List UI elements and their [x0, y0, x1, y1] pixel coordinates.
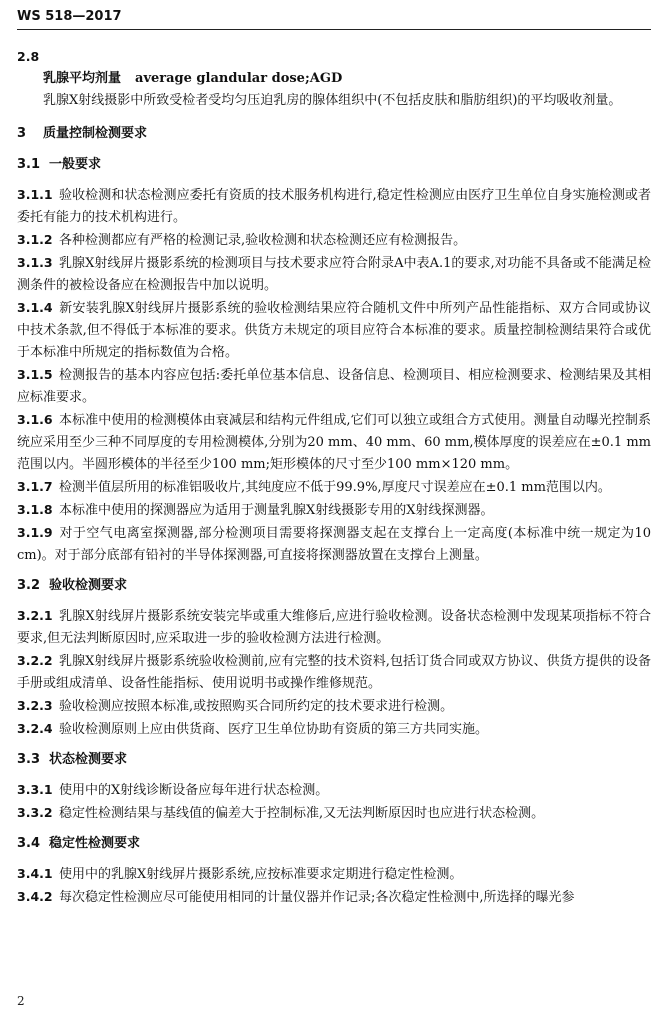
clause-text: 每次稳定性检测应尽可能使用相同的计量仪器并作记录;各次稳定性检测中,所选择的曝光参: [59, 890, 575, 905]
clause-text: 乳腺X射线屏片摄影系统安装完毕或重大维修后,应进行验收检测。设备状态检测中发现某项指标不符合要求,但无法判断原因时,应采取进一步的验收检测方法进行检测。: [17, 609, 651, 646]
clause: [17, 695, 651, 718]
clause-number: 3.3.2: [17, 805, 53, 820]
clause: [17, 499, 651, 522]
term-chinese: 乳腺平均剂量: [43, 71, 122, 86]
clause-text: 本标准中使用的检测模体由衰减层和结构元件组成,它们可以独立或组合方式使用。测量自动曝光控制系统应采用至少三种不同厚度的专用检测模体,分别为20 mm、40 mm、60 mm,模体厚度的误差应在±0.1 mm范围以内。半圆形模体的半径至少100 mm;矩形模体的尺寸至少100 mm×120 mm。: [17, 413, 651, 472]
clause: [17, 364, 651, 409]
clause: [17, 802, 651, 825]
clause: [17, 184, 651, 229]
clause-number: 3.1.8: [17, 502, 53, 517]
standard-code: WS 518—2017: [17, 9, 122, 24]
clause-text: 乳腺X射线屏片摄影系统的检测项目与技术要求应符合附录A中表A.1的要求,对功能不具备或不能满足检测条件的被检设备应在检测报告中加以说明。: [17, 256, 651, 293]
clause-number: 3.4.1: [17, 866, 53, 881]
subsection-title: 状态检测要求: [49, 752, 128, 767]
clause-number: 3.1.4: [17, 300, 53, 315]
subsection-title: 稳定性检测要求: [49, 836, 141, 851]
clause: [17, 476, 651, 499]
section-title: 质量控制检测要求: [43, 126, 148, 141]
clause-text: 使用中的乳腺X射线屏片摄影系统,应按标准要求定期进行稳定性检测。: [59, 867, 463, 882]
clause-text: 验收检测应按照本标准,或按照购买合同所约定的技术要求进行检测。: [59, 699, 454, 714]
clause-number: 3.4.2: [17, 889, 53, 904]
clause-text: 使用中的X射线诊断设备应每年进行状态检测。: [59, 783, 329, 798]
subsection-heading-3-4: [17, 833, 651, 855]
clause: [17, 297, 651, 364]
clause-text: 各种检测都应有严格的检测记录,验收检测和状态检测还应有检测报告。: [59, 233, 467, 248]
clause-list-3-4: [17, 863, 651, 909]
subsection-heading-3-3: [17, 749, 651, 771]
subsection-title: 一般要求: [49, 157, 102, 172]
clause: [17, 886, 651, 909]
clause-list-3-3: [17, 779, 651, 825]
clause: [17, 779, 651, 802]
page-number: 2: [17, 994, 25, 1008]
clause: [17, 229, 651, 252]
clause-text: 验收检测和状态检测应委托有资质的技术服务机构进行,稳定性检测应由医疗卫生单位自身实施检测或者委托有能力的技术机构进行。: [17, 188, 651, 225]
subsection-number: 3.1: [17, 157, 41, 172]
subsection-heading-3-2: [17, 575, 651, 597]
clause-text: 对于空气电离室探测器,部分检测项目需要将探测器支起在支撑台上一定高度(本标准中统一规定为10 cm)。对于部分底部有铅衬的半导体探测器,可直接将探测器放置在支撑台上测量。: [17, 526, 651, 563]
clause-number: 3.1.2: [17, 232, 53, 247]
clause: [17, 605, 651, 650]
subsection-number: 3.2: [17, 578, 41, 593]
clause: [17, 522, 651, 567]
term-english: average glandular dose;AGD: [135, 71, 343, 86]
subsection-number: 3.3: [17, 752, 41, 767]
clause-list-3-2: [17, 605, 651, 741]
clause-number: 3.1.9: [17, 525, 53, 540]
term-number: 2.8: [17, 49, 40, 64]
clause-text: 检测半值层所用的标准铝吸收片,其纯度应不低于99.9%,厚度尺寸误差应在±0.1 mm范围以内。: [59, 480, 611, 495]
subsection-number: 3.4: [17, 836, 41, 851]
section-heading-3: [17, 123, 651, 145]
section-number: 3: [17, 126, 27, 141]
clause: [17, 650, 651, 695]
clause-number: 3.2.3: [17, 698, 53, 713]
subsection-heading-3-1: [17, 154, 651, 176]
clause: [17, 718, 651, 741]
clause-number: 3.2.2: [17, 653, 53, 668]
clause-number: 3.1.5: [17, 367, 53, 382]
clause: [17, 863, 651, 886]
term-heading: [17, 68, 651, 90]
clause-number: 3.2.1: [17, 608, 53, 623]
clause-number: 3.3.1: [17, 782, 53, 797]
clause-text: 乳腺X射线屏片摄影系统验收检测前,应有完整的技术资料,包括订货合同或双方协议、供货方提供的设备手册或组成清单、设备性能指标、使用说明书或操作维修规范。: [17, 654, 651, 691]
clause-text: 新安装乳腺X射线屏片摄影系统的验收检测结果应符合随机文件中所列产品性能指标、双方合同或协议中技术条款,但不得低于本标准的要求。供货方未规定的项目应符合本标准的要求。质量控制检测结果符合或优于本标准中所规定的指标数值为合格。: [17, 301, 651, 360]
clause-number: 3.1.6: [17, 412, 53, 427]
document-body: [17, 46, 651, 909]
clause: [17, 252, 651, 297]
clause-text: 检测报告的基本内容应包括:委托单位基本信息、设备信息、检测项目、相应检测要求、检测结果及其相应标准要求。: [17, 368, 651, 405]
subsection-title: 验收检测要求: [49, 578, 128, 593]
clause-number: 3.1.7: [17, 479, 53, 494]
clause-number: 3.1.3: [17, 255, 53, 270]
clause-text: 本标准中使用的探测器应为适用于测量乳腺X射线摄影专用的X射线探测器。: [59, 503, 494, 518]
clause-list-3-1: [17, 184, 651, 567]
clause-text: 验收检测原则上应由供货商、医疗卫生单位协助有资质的第三方共同实施。: [59, 722, 489, 737]
clause: [17, 409, 651, 476]
term-definition: 乳腺X射线摄影中所致受检者受均匀压迫乳房的腺体组织中(不包括皮肤和脂肪组织)的平均吸收剂量。: [43, 93, 622, 108]
page-footer: [17, 994, 25, 1008]
clause-text: 稳定性检测结果与基线值的偏差大于控制标准,又无法判断原因时也应进行状态检测。: [59, 806, 545, 821]
clause-number: 3.1.1: [17, 187, 53, 202]
clause-number: 3.2.4: [17, 721, 53, 736]
page-header: [17, 9, 651, 30]
